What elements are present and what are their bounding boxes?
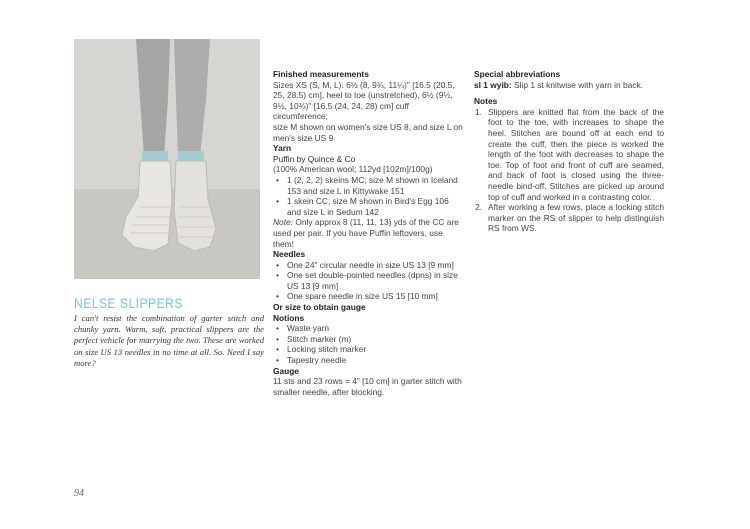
yarn-list <box>273 175 463 217</box>
gauge-text: 11 sts and 23 rows = 4" [10 cm] in garter stitch with smaller needle, after blocking. <box>273 376 462 397</box>
note-number: 2. <box>475 202 482 213</box>
slippers-photo <box>74 39 260 279</box>
yarn-name: Puffin by Quince & Co <box>273 153 356 164</box>
abbr-def: Slip 1 st knitwise with yarn in back. <box>511 79 643 90</box>
list-item: • 1 (2, 2, 2) skeins MC; size M shown in Iceland 153 and size L in Kittywake 151 <box>287 175 463 196</box>
pattern-notes-column <box>474 69 664 234</box>
pattern-title: NELSE SLIPPERS <box>74 296 183 311</box>
list-item <box>475 202 664 234</box>
list-item <box>475 106 664 202</box>
list-item: • Locking stitch marker <box>287 344 463 355</box>
list-item: • 1 skein CC; size M shown in Bird's Egg 106 and size L in Sedum 142 <box>287 196 463 217</box>
needles-list <box>273 260 463 302</box>
list-item: • Tapestry needle <box>287 355 463 366</box>
needles-heading: Needles <box>273 249 306 260</box>
notions-list <box>273 323 463 365</box>
yarn-note-text: Only approx 8 (11, 11, 13) yds of the CC are used per pair. If you have Puffin leftovers, use them! <box>273 217 459 249</box>
page-number: 94 <box>74 488 84 499</box>
yarn-note <box>273 217 463 249</box>
notes-heading: Notes <box>474 96 498 107</box>
note-number: 1. <box>475 106 482 117</box>
list-item: • Waste yarn <box>287 323 463 334</box>
gauge-heading: Gauge <box>273 365 300 376</box>
list-item: • One 24" circular needle in size US 13 [9 mm] <box>287 260 463 271</box>
finished-sizes: Sizes XS (S, M, L): 6½ (8, 9¾, 11¼)" [16.5 (20.5, 25, 28.5) cm], heel to toe (unstretched), 6½ (9½, 9½, 10¾)" [16.5 (24, 24, 28) cm] cuff circumference; <box>273 79 455 122</box>
list-item: • One spare needle in size US 15 [10 mm] <box>287 291 463 302</box>
note-text: After working a few rows, place a locking stitch marker on the RS of slipper to help distinguish RS from WS. <box>488 202 664 234</box>
abbr-term: sl 1 wyib: <box>474 79 512 90</box>
yarn-heading: Yarn <box>273 143 292 154</box>
special-heading: Special abbreviations <box>474 69 561 79</box>
finished-shown: size M shown on women's size US 8, and size L on men's size US 9 <box>273 121 463 143</box>
finished-heading: Finished measurements <box>273 69 369 79</box>
notes-list <box>474 107 664 234</box>
yarn-spec: (100% American wool; 112yd [102m]/100g) <box>273 164 433 175</box>
list-item: • Stitch marker (m) <box>287 334 463 345</box>
list-item: • One set double-pointed needles (dpns) in size US 13 [9 mm] <box>287 270 463 291</box>
slippers-illustration <box>74 39 260 279</box>
notions-heading: Notions <box>273 312 305 323</box>
yarn-note-label: Note: <box>273 217 294 228</box>
pattern-details-column <box>273 69 463 397</box>
gauge-note: Or size to obtain gauge <box>273 302 366 313</box>
special-abbr <box>474 80 664 91</box>
note-text: Slippers are knitted flat from the back of the foot to the toe, with increases to shape the heel. Stitches are bound off at each end to create the cuff, then the piece is worked the length of the foot with decreases to shape the toe. Top of foot and front of cuff are seamed, and back of foot is closed using the three-needle bind-off. Stitches are picked up around top of cuff and worked in a contrasting color. <box>488 106 664 202</box>
pattern-intro: I can't resist the combination of garter stitch and chunky yarn. Warm, soft, practical slippers are the perfect vehicle for marrying the two. These are worked on size US 13 needles in no time at all. So. Need I say more? <box>74 313 264 368</box>
